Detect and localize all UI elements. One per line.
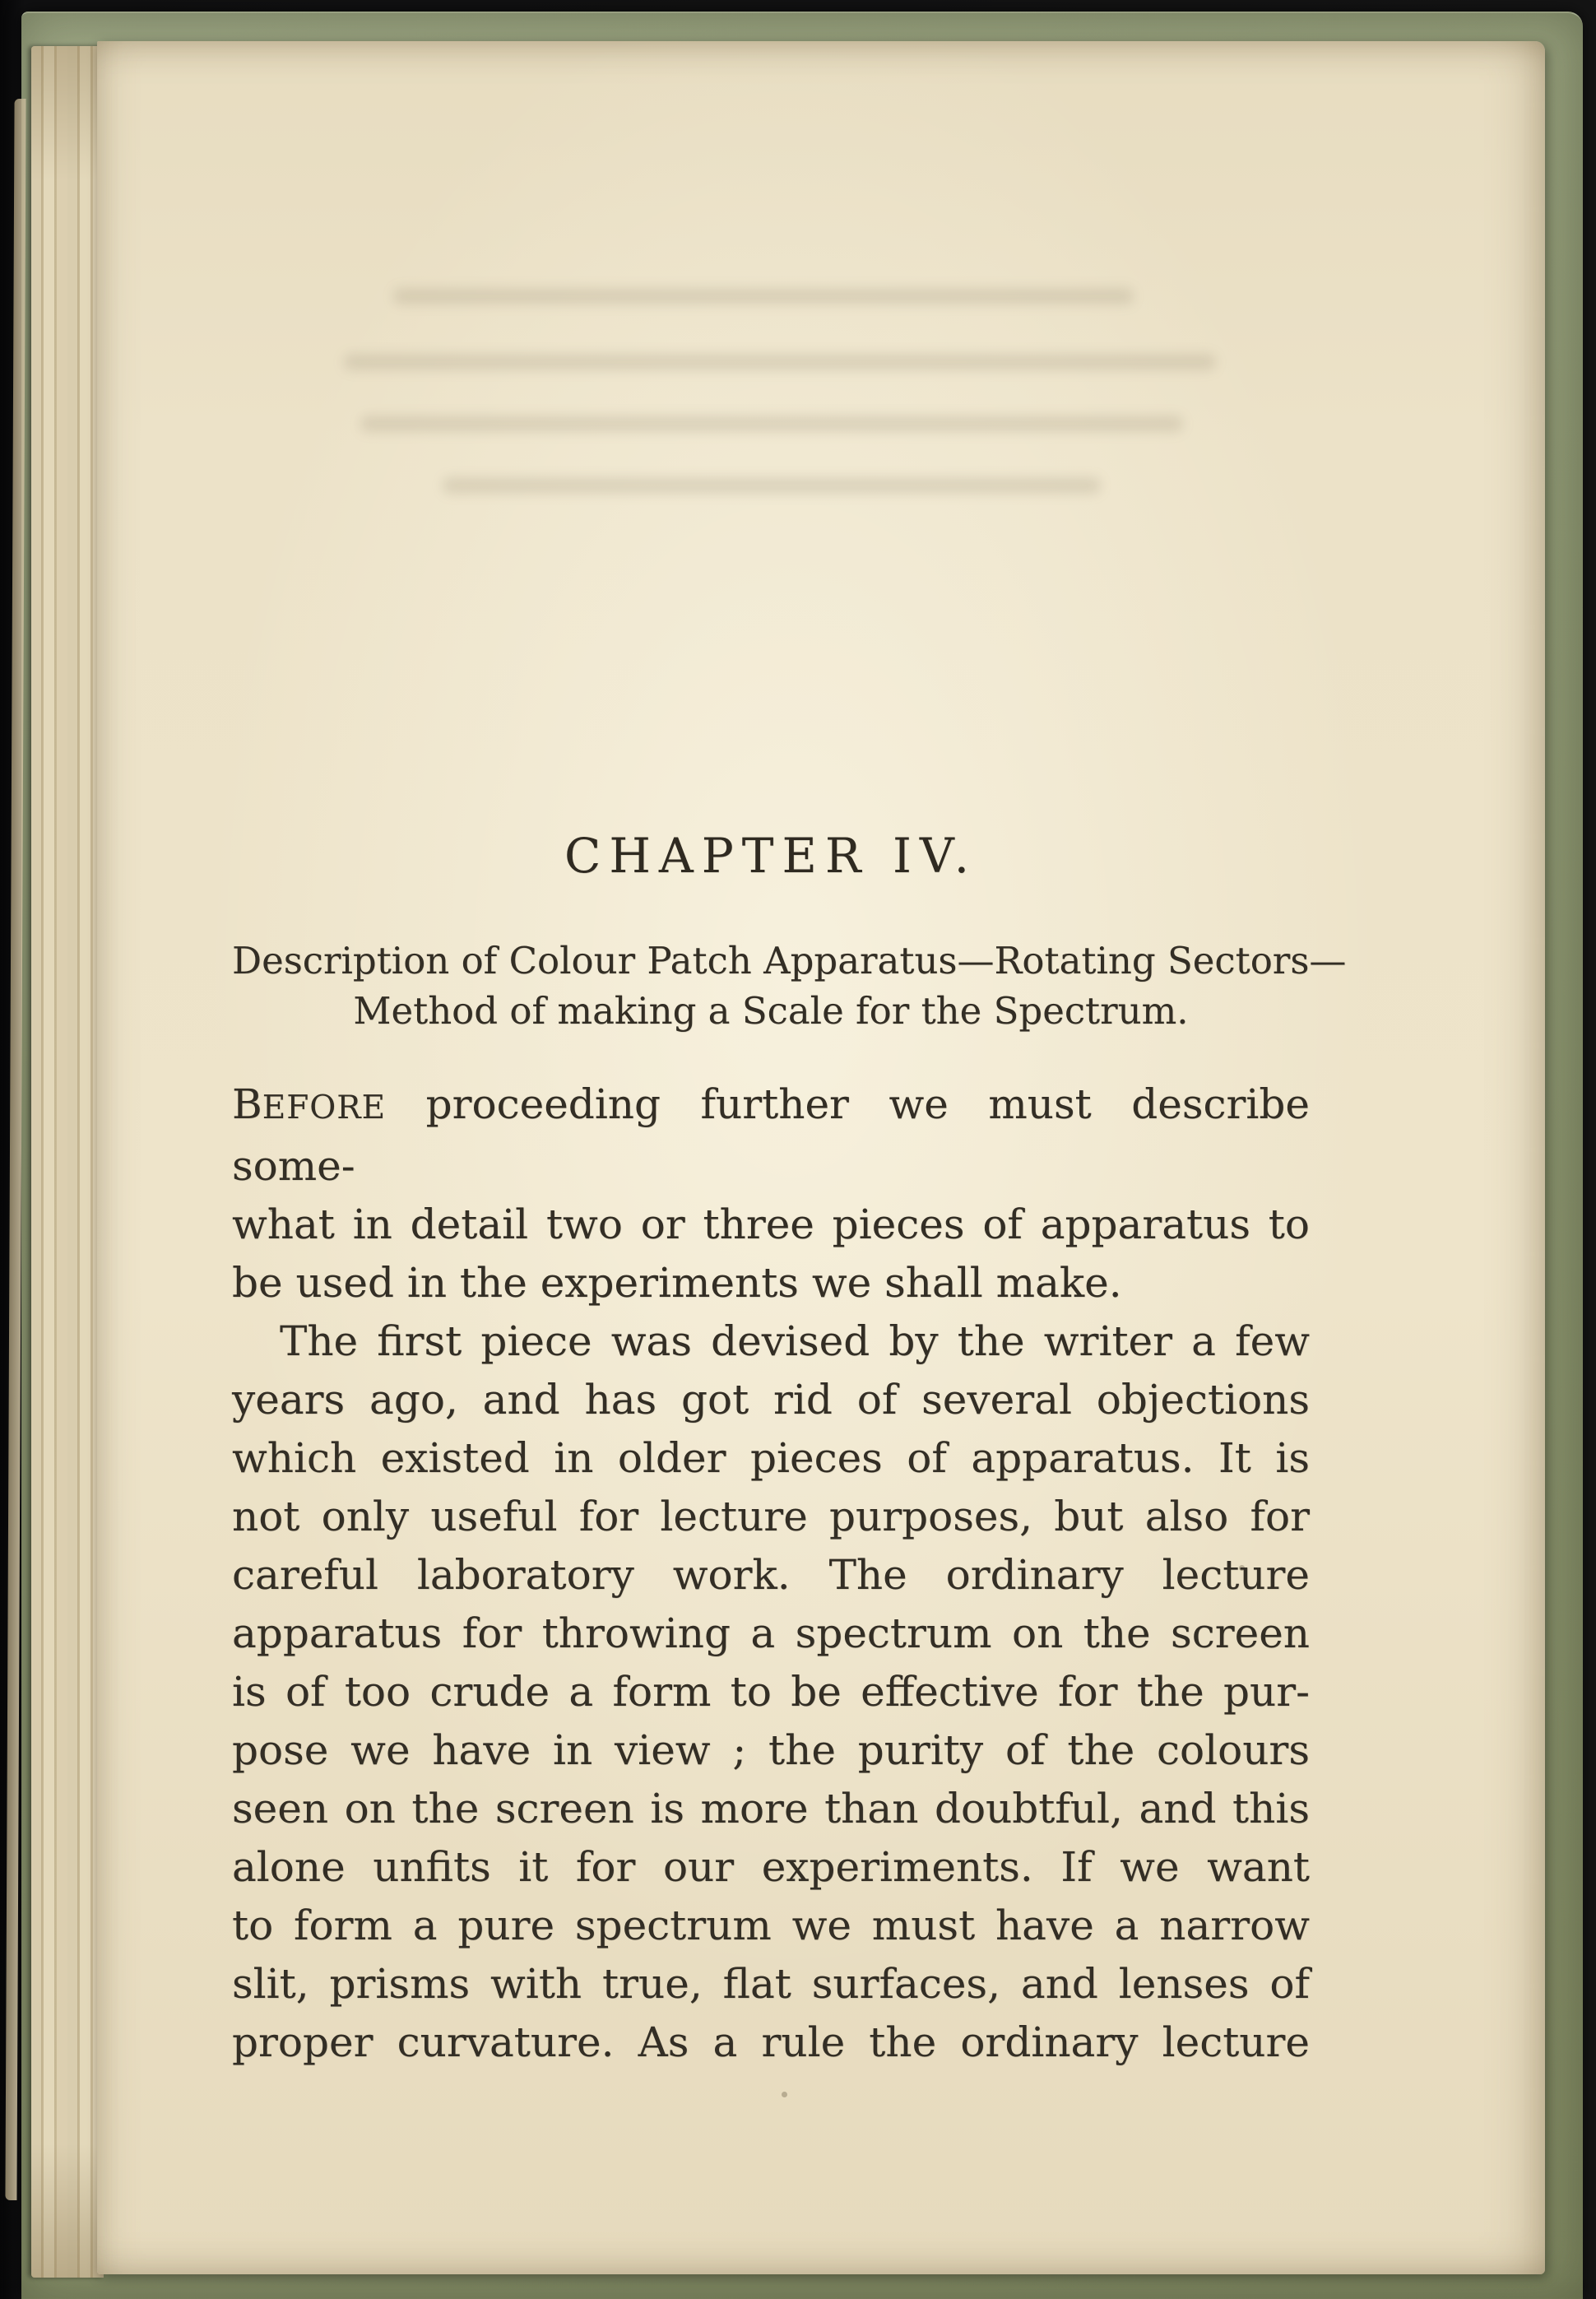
text-line: slit, prisms with true, flat surfaces, and lenses of — [232, 1960, 1310, 2008]
page-edges — [31, 46, 104, 2278]
chapter-subtitle-line: Method of making a Scale for the Spectrum. — [353, 989, 1189, 1033]
text-line: years ago, and has got rid of several objections — [232, 1376, 1310, 1424]
text-line: BEFORE proceeding further we must describe some- — [232, 1080, 1310, 1190]
page-showthrough — [393, 288, 1134, 304]
text-line: to form a pure spectrum we must have a narrow — [232, 1902, 1310, 1949]
text-line: what in detail two or three pieces of apparatus to — [232, 1201, 1310, 1248]
lead-capital: B — [232, 1080, 262, 1128]
page-showthrough — [443, 477, 1101, 494]
text-line: pose we have in view ; the purity of the colours — [232, 1726, 1310, 1774]
text-line: not only useful for lecture purposes, but also for — [232, 1493, 1310, 1540]
text-line: proper curvature. As a rule the ordinary lecture — [232, 2018, 1310, 2066]
page-showthrough — [360, 416, 1183, 432]
chapter-heading: CHAPTER IV. — [564, 828, 978, 884]
text-line: careful laboratory work. The ordinary lecture — [232, 1551, 1310, 1599]
chapter-subtitle-line: Description of Colour Patch Apparatus—Rotating Sectors— — [232, 939, 1347, 982]
page-showthrough — [344, 354, 1216, 370]
text-line: which existed in older pieces of apparatus. It is — [232, 1434, 1310, 1482]
text-block — [232, 827, 1347, 2072]
paper-speck — [782, 2092, 787, 2097]
text-line: is of too crude a form to be effective for the pur- — [232, 1668, 1310, 1716]
text-line: be used in the experiments we shall make. — [232, 1259, 1122, 1307]
text-line: apparatus for throwing a spectrum on the screen — [232, 1609, 1310, 1657]
book-page — [97, 41, 1545, 2274]
chapter-subtitle — [232, 936, 1347, 1036]
text-line: The first piece was devised by the writer a few — [280, 1317, 1310, 1365]
text-line: seen on the screen is more than doubtful, and this — [232, 1785, 1310, 1832]
body-text — [232, 1075, 1310, 2072]
text-line: alone unfits it for our experiments. If we want — [232, 1843, 1310, 1891]
lead-smallcaps: EFORE — [262, 1089, 387, 1126]
